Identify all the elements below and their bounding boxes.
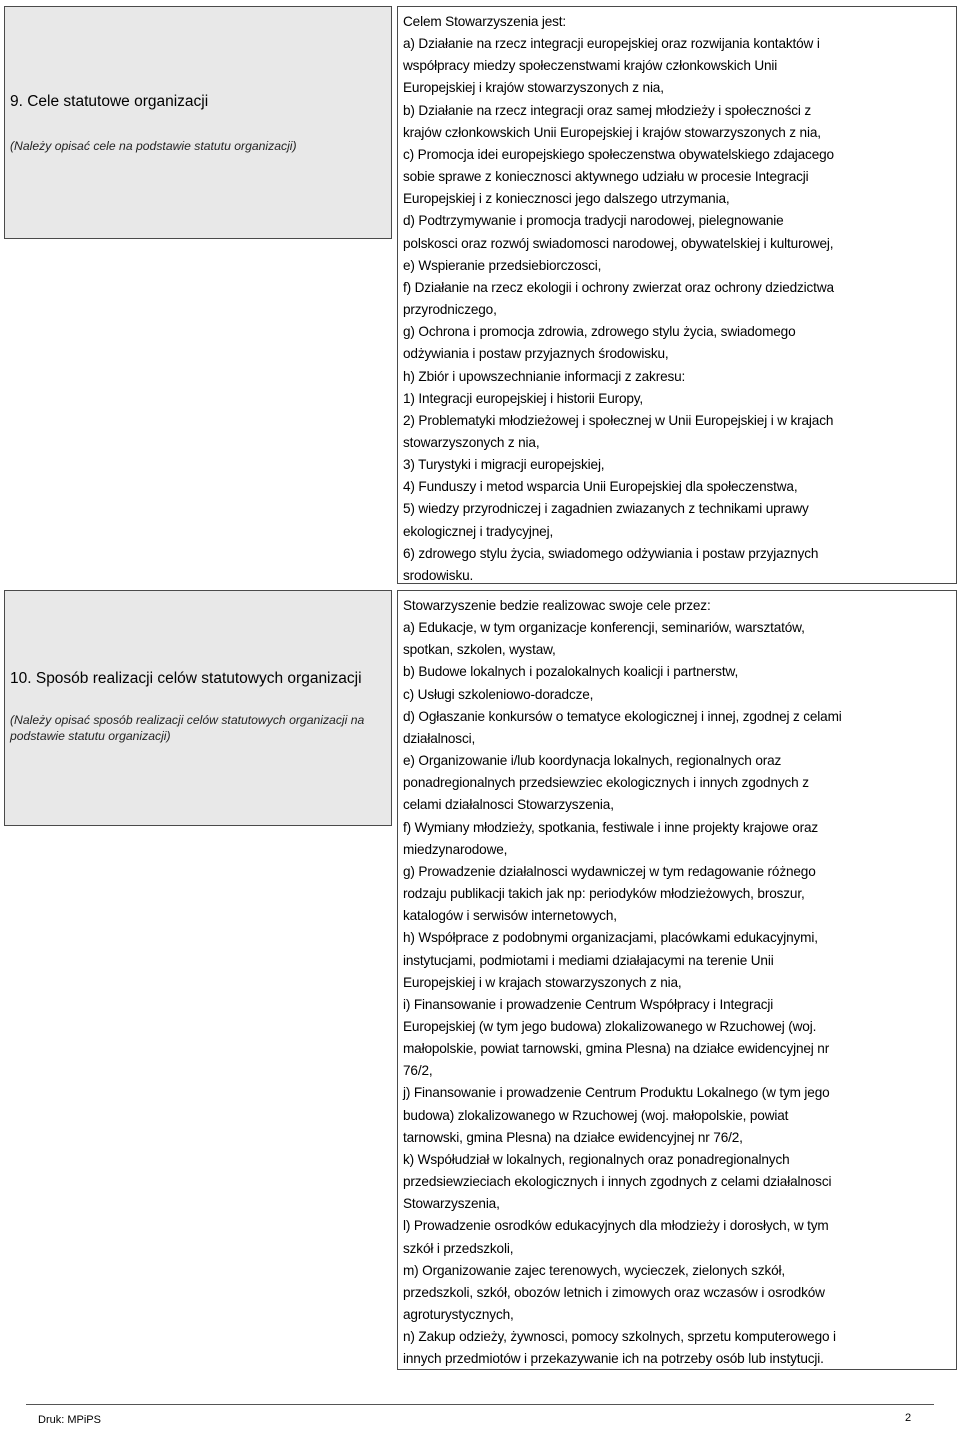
footer-page-number: 2 [905, 1412, 912, 1424]
content-line: 5) wiedzy przyrodniczej i zagadnien zwiazanych z technikami uprawy [403, 501, 809, 517]
content-line: działalnosci, [403, 730, 476, 746]
section-9-content [403, 11, 953, 587]
content-line: ponadregionalnych przedsiewziec ekologicznych i innych zgodnych z [403, 775, 809, 791]
content-line: Europejskiej (w tym jego budowa) zlokalizowanego w Rzuchowej (woj. [403, 1018, 817, 1034]
content-line: i) Finansowanie i prowadzenie Centrum Współpracy i Integracji [403, 996, 774, 1012]
content-line: 1) Integracji europejskiej i historii Europy, [403, 390, 644, 406]
content-line: przedszkoli, szkół, obozów letnich i zimowych oraz wczasów i osrodków [403, 1284, 825, 1300]
content-line: 6) zdrowego stylu życia, swiadomego odżywiania i postaw przyjaznych [403, 545, 819, 561]
section-9-title: 9. Cele statutowe organizacji [10, 93, 209, 110]
content-line: Europejskiej i krajów stowarzyszonych z nia, [403, 80, 664, 96]
footer-divider [26, 1404, 934, 1405]
content-line: g) Prowadzenie działalnosci wydawniczej w tym redagowanie różnego [403, 863, 816, 879]
section-10-label-cell [4, 590, 392, 826]
content-line: 4) Funduszy i metod wsparcia Unii Europejskiej dla społeczenstwa, [403, 479, 798, 495]
content-line: d) Ogłaszanie konkursów o tematyce ekologicznej i innej, zgodnej z celami [403, 708, 842, 724]
content-line: b) Budowe lokalnych i pozalokalnych koalicji i partnerstw, [403, 664, 739, 680]
content-line: f) Wymiany młodzieży, spotkania, festiwale i inne projekty krajowe oraz [403, 819, 819, 835]
section-9-hint: (Należy opisać cele na podstawie statutu organizacji) [10, 139, 297, 153]
content-line: współpracy miedzy społeczenstwami krajów członkowskich Unii [403, 58, 778, 74]
content-line: agroturystycznych, [403, 1307, 514, 1322]
content-line: przyrodniczego, [403, 302, 497, 318]
content-line: m) Organizowanie zajec terenowych, wycieczek, zielonych szkół, [403, 1262, 786, 1278]
content-line: g) Ochrona i promocja zdrowia, zdrowego stylu życia, swiadomego [403, 324, 796, 340]
content-line: 76/2, [403, 1063, 433, 1079]
content-line: polskosci oraz rozwój swiadomosci narodowej, obywatelskiej i kulturowej, [403, 235, 834, 251]
content-line: h) Współprace z podobnymi organizacjami, placówkami edukacyjnymi, [403, 930, 818, 946]
content-line: c) Usługi szkoleniowo-doradcze, [403, 686, 594, 702]
content-line: e) Wspieranie przedsiebiorczosci, [403, 257, 602, 273]
section-10-hint: (Należy opisać sposób realizacji celów statutowych organizacji na podstawie statutu organizacji) [10, 713, 365, 743]
content-line: d) Podtrzymywanie i promocja tradycji narodowej, pielegnowanie [403, 213, 784, 229]
content-line: krajów członkowskich Unii Europejskiej i krajów stowarzyszonych z nia, [403, 124, 821, 140]
content-line: sobie sprawe z koniecznosci aktywnego udziału w procesie Integracji [403, 169, 809, 185]
content-line: Europejskiej i w krajach stowarzyszonych z nia, [403, 974, 682, 990]
content-line: Europejskiej i z koniecznosci jego dalszego utrzymania, [403, 191, 730, 207]
content-line: szkół i przedszkoli, [403, 1240, 514, 1256]
content-line: f) Działanie na rzecz ekologii i ochrony zwierzat oraz ochrony dziedzictwa [403, 279, 834, 295]
content-line: b) Działanie na rzecz integracji oraz samej młodzieży i społeczności z [403, 102, 812, 118]
content-line: spotkan, szkolen, wystaw, [403, 642, 556, 658]
content-line: miedzynarodowe, [403, 841, 508, 857]
content-line: celami działalnosci Stowarzyszenia, [403, 797, 614, 813]
section-10-title: 10. Sposób realizacji celów statutowych organizacji [10, 670, 362, 687]
content-line: stowarzyszonych z nia, [403, 434, 540, 450]
section-9-content-cell [397, 6, 957, 584]
section-9-label-cell [4, 6, 392, 239]
section-10-content [403, 595, 953, 1370]
content-line: 2) Problematyki młodzieżowej i społecznej w Unii Europejskiej i w krajach [403, 412, 834, 428]
content-line: a) Działanie na rzecz integracji europejskiej oraz rozwijania kontaktów i [403, 36, 820, 52]
content-line: odżywiania i postaw przyjaznych środowisku, [403, 346, 669, 362]
content-line: a) Edukacje, w tym organizacje konferencji, seminariów, warsztatów, [403, 620, 805, 636]
content-line: instytucjami, podmiotami i mediami działajacymi na terenie Unii [403, 952, 774, 968]
content-line: przedsiewzieciach ekologicznych i innych zgodnych z celami działalnosci [403, 1174, 832, 1190]
content-line: h) Zbiór i upowszechnianie informacji z zakresu: [403, 368, 686, 384]
footer-print-label: Druk: MPiPS [38, 1414, 101, 1426]
content-line: tarnowski, gmina Plesna) na działce ewidencyjnej nr 76/2, [403, 1129, 743, 1145]
section-10-content-cell [397, 590, 957, 1370]
content-line: ekologicznej i tradycyjnej, [403, 523, 554, 539]
content-line: c) Promocja idei europejskiego społeczenstwa obywatelskiego zdajacego [403, 146, 834, 162]
content-line: budowa) zlokalizowanego w Rzuchowej (woj. małopolskie, powiat [403, 1107, 789, 1123]
content-line: k) Współudział w lokalnych, regionalnych oraz ponadregionalnych [403, 1151, 790, 1167]
content-line: Stowarzyszenie bedzie realizowac swoje cele przez: [403, 598, 711, 613]
content-line: srodowisku. [403, 567, 474, 583]
content-line: l) Prowadzenie osrodków edukacyjnych dla młodzieży i dorosłych, w tym [403, 1218, 829, 1234]
content-line: katalogów i serwisów internetowych, [403, 908, 617, 924]
content-line: innych przedmiotów i przekazywanie ich na potrzeby osób lub instytucji. [403, 1351, 824, 1367]
content-line: Stowarzyszenia, [403, 1196, 500, 1212]
content-line: małopolskie, powiat tarnowski, gmina Plesna) na działce ewidencyjnej nr [403, 1041, 830, 1057]
content-line: 3) Turystyki i migracji europejskiej, [403, 457, 605, 473]
content-line: Celem Stowarzyszenia jest: [403, 14, 567, 29]
content-line: rodzaju publikacji takich jak np: periodyków młodzieżowych, broszur, [403, 886, 805, 902]
content-line: n) Zakup odzieży, żywnosci, pomocy szkolnych, sprzetu komputerowego i [403, 1329, 836, 1345]
content-line: j) Finansowanie i prowadzenie Centrum Produktu Lokalnego (w tym jego [403, 1085, 830, 1101]
content-line: e) Organizowanie i/lub koordynacja lokalnych, regionalnych oraz [403, 753, 782, 769]
